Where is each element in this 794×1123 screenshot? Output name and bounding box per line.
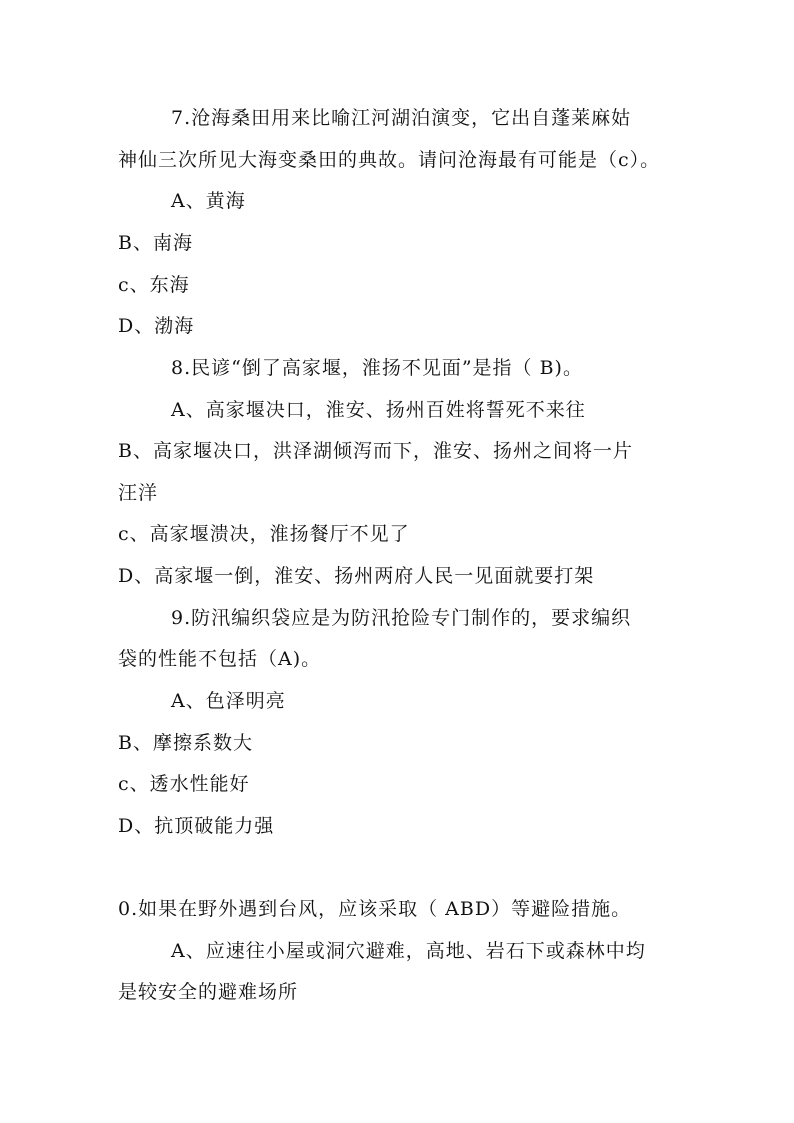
question-8-option-b-continued: 汪洋	[118, 482, 159, 504]
question-7-stem-line-2: 神仙三次所见大海变桑田的典故。请问沧海最有可能是（c）。	[118, 149, 661, 171]
question-9-stem-line-1: 9.防汛编织袋应是为防汛抢险专门制作的，要求编织	[171, 607, 632, 629]
question-9-option-b: B、摩擦系数大	[118, 732, 253, 754]
question-7-option-c: c、东海	[118, 274, 190, 296]
question-7-option-b: B、南海	[118, 232, 193, 254]
question-7-option-d: D、渤海	[118, 315, 195, 337]
question-7-stem-line-1: 7.沧海桑田用来比喻江河湖泊演变，它出自蓬莱麻姑	[171, 107, 632, 129]
question-8-option-d: D、高家堰一倒，淮安、扬州两府人民一见面就要打架	[118, 565, 595, 587]
question-8-option-a: A、高家堰决口，淮安、扬州百姓将誓死不来往	[171, 399, 586, 421]
question-10-option-a-continued: 是较安全的避难场所	[118, 981, 299, 1003]
question-10-stem: 0.如果在野外遇到台风，应该采取（ ABD）等避险措施。	[118, 898, 632, 920]
question-8-option-b: B、高家堰决口，洪泽湖倾泻而下，淮安、扬州之间将一片	[118, 440, 633, 462]
question-9-option-c: c、透水性能好	[118, 773, 250, 795]
question-7-option-a: A、黄海	[171, 190, 246, 212]
question-8-stem: 8.民谚“倒了高家堰，淮扬不见面”是指（ B)。	[171, 357, 583, 379]
question-10-option-a: A、应速往小屋或洞穴避难，高地、岩石下或森林中均	[171, 940, 646, 962]
question-9-stem-line-2: 袋的性能不包括（A)。	[118, 648, 322, 670]
question-9-option-a: A、色泽明亮	[171, 690, 286, 712]
question-8-option-c: c、高家堰溃决，淮扬餐厅不见了	[118, 523, 410, 545]
question-9-option-d: D、抗顶破能力强	[118, 815, 275, 837]
